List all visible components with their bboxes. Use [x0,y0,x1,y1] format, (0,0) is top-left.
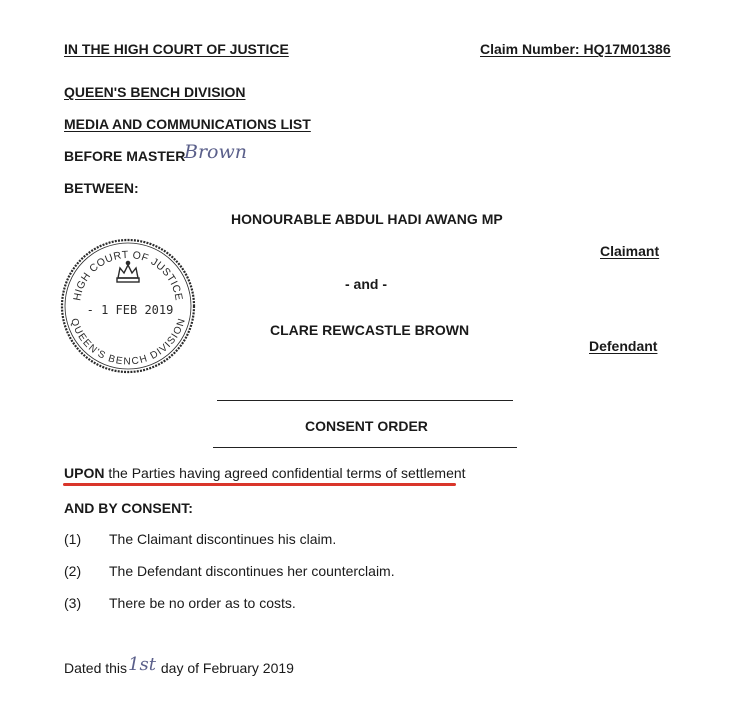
dated-day-handwritten: 1st [128,654,156,675]
upon-clause [64,465,466,481]
claimant-role: Claimant [600,243,660,259]
defendant-name: CLARE REWCASTLE BROWN [270,322,470,338]
master-signature: Brown [184,141,247,163]
defendant-role: Defendant [589,338,658,354]
item-text: The Defendant discontinues her counterclaim. [109,563,395,579]
by-consent-label: AND BY CONSENT: [64,500,193,516]
item-text: There be no order as to costs. [109,595,296,611]
dated-suffix: day of February 2019 [156,660,294,676]
upon-text: the Parties having agreed confidential terms of settlement [104,465,466,481]
item-number: (1) [64,531,82,547]
title-rule-top [217,400,513,401]
item-number: (3) [64,595,82,611]
before-master-label: BEFORE MASTER [64,148,186,164]
claimant-name: HONOURABLE ABDUL HADI AWANG MP [231,211,503,227]
claim-number: Claim Number: HQ17M01386 [480,41,671,57]
crown-icon [117,261,139,282]
title-rule-bottom [213,447,517,448]
stamp-date: - 1 FEB 2019 [86,303,174,317]
stamp-bottom-text: QUEEN'S BENCH DIVISION [68,317,188,368]
highlight-underline [63,483,456,486]
division-heading: QUEEN'S BENCH DIVISION [64,84,246,100]
and-separator: - and - [345,276,387,292]
court-stamp [58,236,198,376]
item-text: The Claimant discontinues his claim. [109,531,337,547]
upon-keyword: UPON [64,465,105,481]
order-title: CONSENT ORDER [305,418,428,434]
list-heading: MEDIA AND COMMUNICATIONS LIST [64,116,311,132]
between-label: BETWEEN: [64,180,139,196]
dated-line [64,654,294,678]
stamp-top-text: HIGH COURT OF JUSTICE [71,248,185,302]
item-number: (2) [64,563,82,579]
dated-prefix: Dated this [64,660,128,676]
court-name: IN THE HIGH COURT OF JUSTICE [64,41,289,57]
